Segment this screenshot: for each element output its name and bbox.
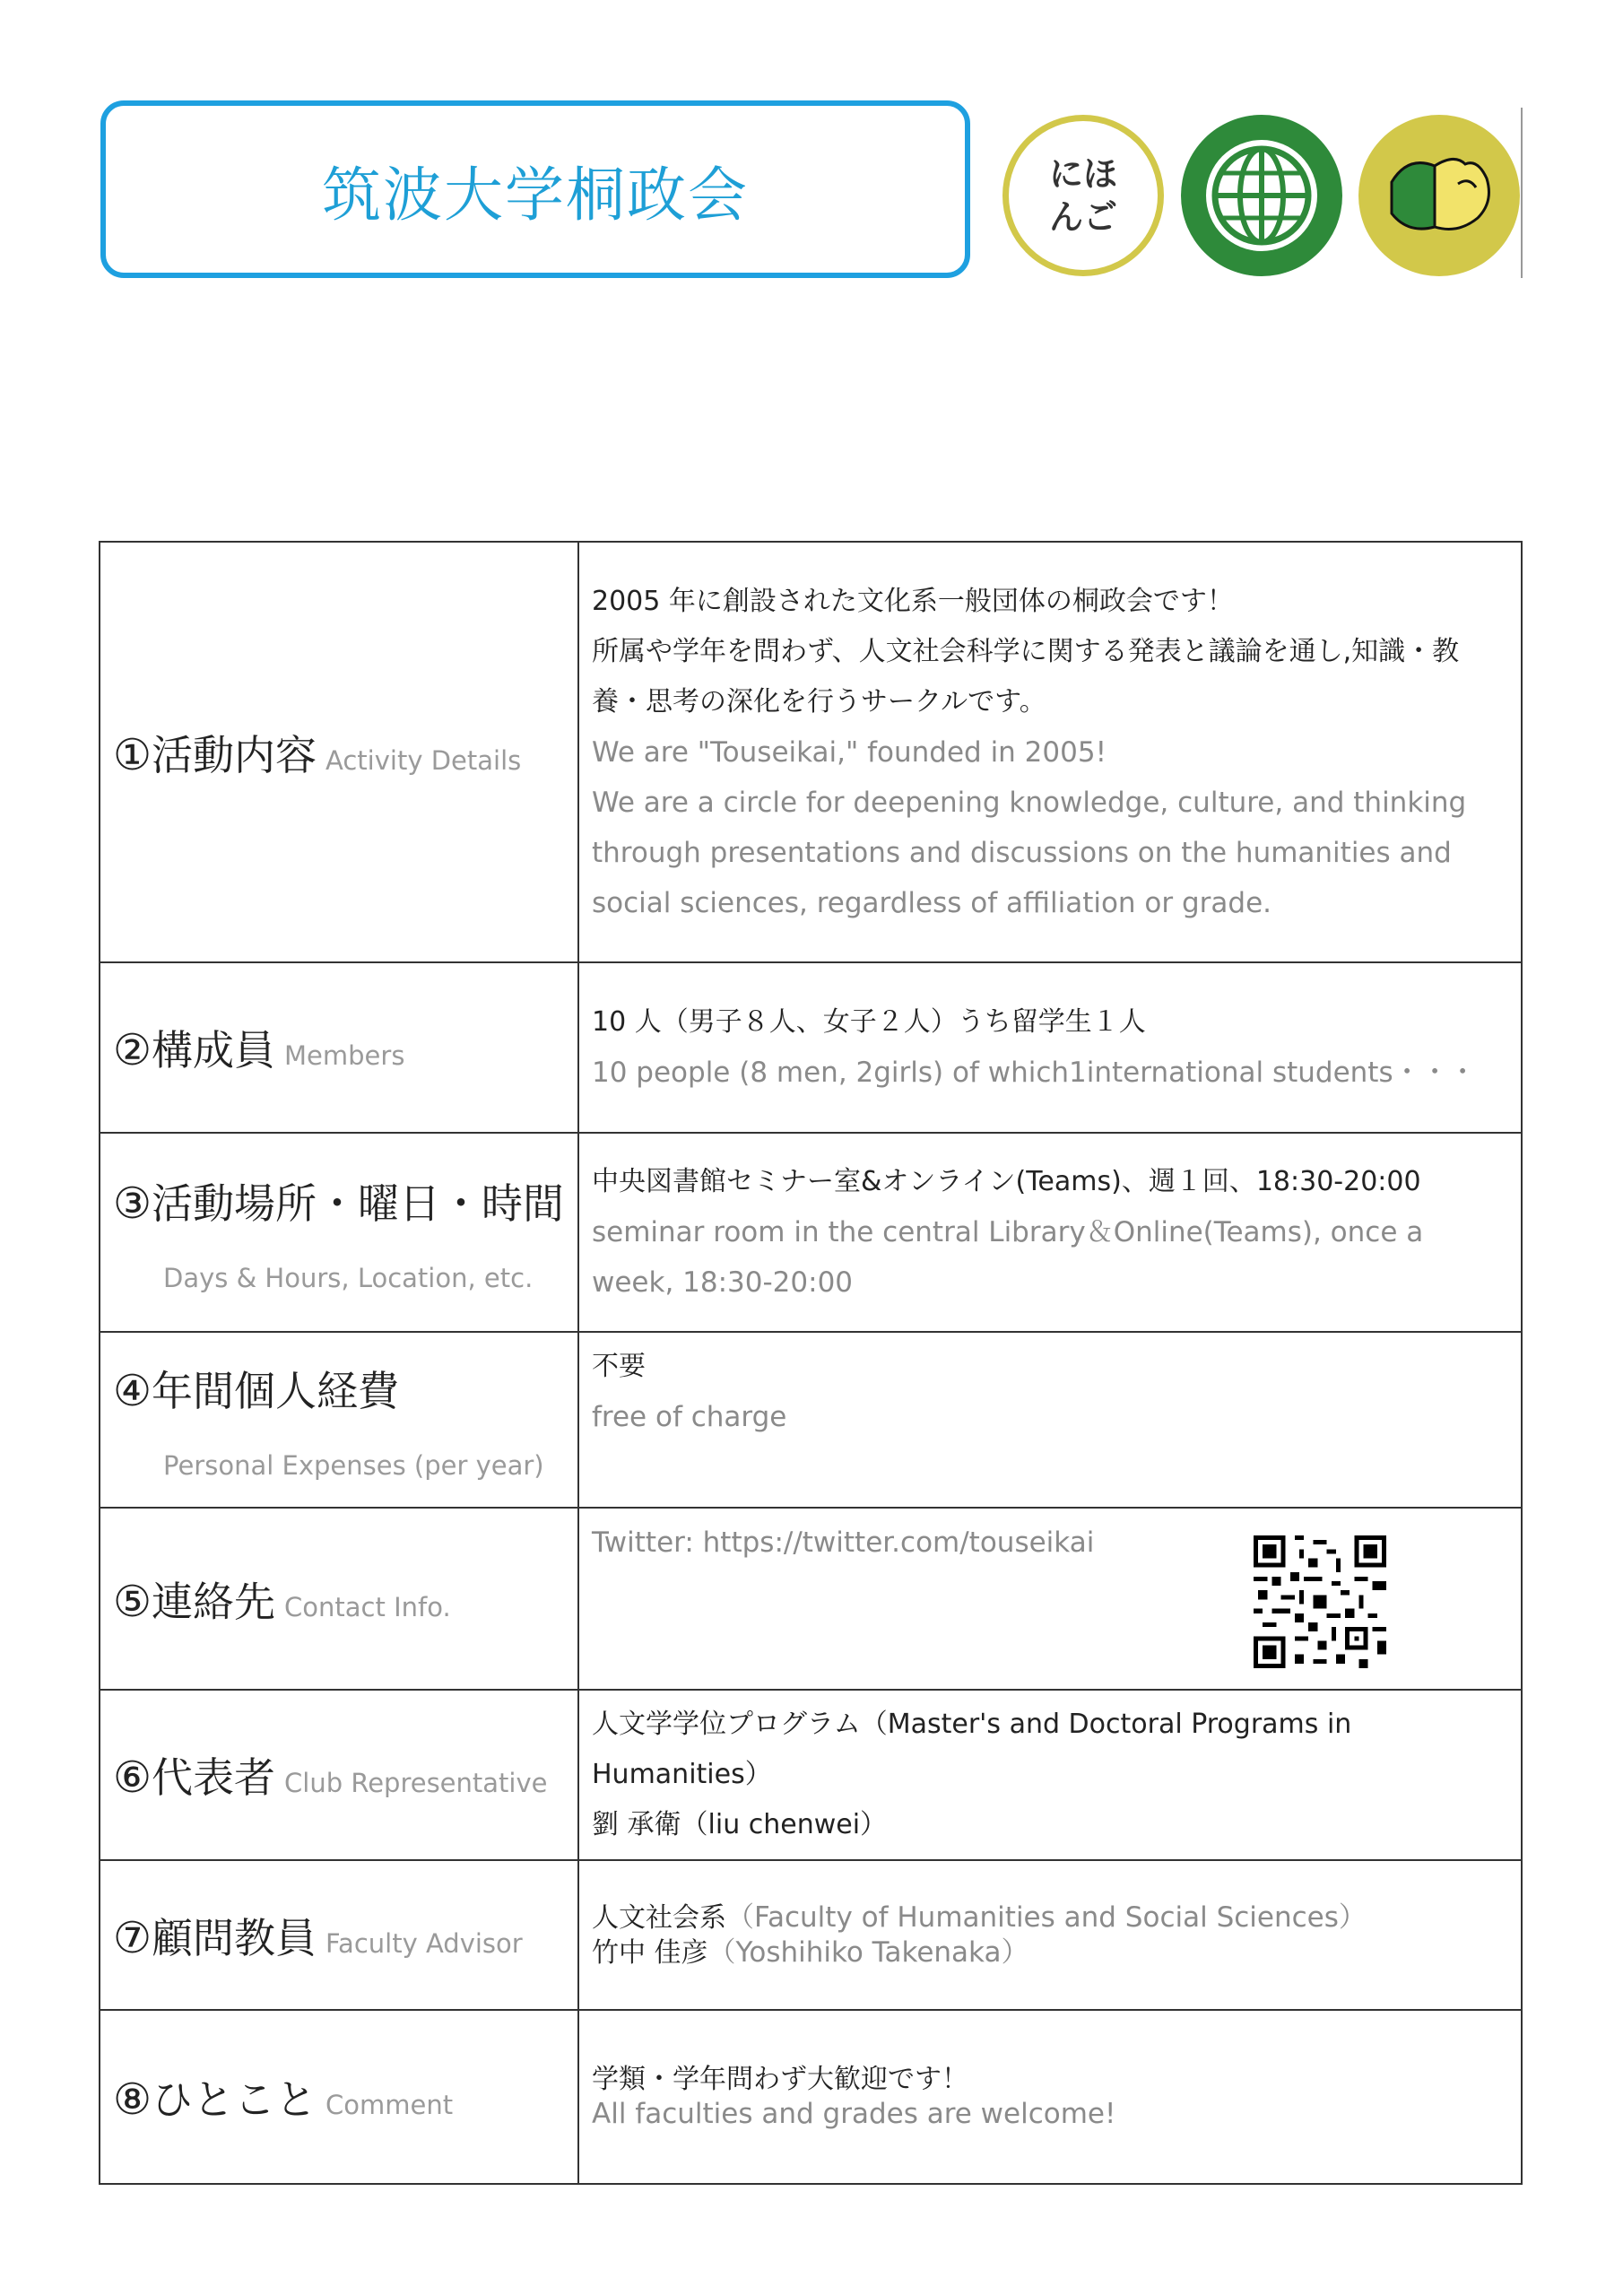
label-en: Club Representative bbox=[284, 1768, 548, 1798]
row-number: ① bbox=[113, 729, 152, 780]
label-cell bbox=[100, 1690, 578, 1860]
info-table bbox=[99, 541, 1523, 2185]
text-line: week, 18:30-20:00 bbox=[592, 1266, 854, 1299]
row-number: ⑦ bbox=[113, 1912, 152, 1963]
table-row bbox=[100, 1690, 1522, 1860]
nihongo-badge-line1: にほ bbox=[1048, 154, 1117, 194]
header-divider bbox=[1521, 108, 1523, 278]
label-ja: 連絡先 bbox=[152, 1577, 276, 1626]
table-row bbox=[100, 962, 1522, 1133]
novice-arm-graphic bbox=[1372, 128, 1506, 263]
text-line: All faculties and grades are welcome! bbox=[592, 2098, 1116, 2130]
text-line: 10 people (8 men, 2girls) of which1international students・・・ bbox=[592, 1057, 1477, 1089]
text-line: 10 人（男子８人、女子２人）うち留学生１人 bbox=[592, 1006, 1146, 1038]
row-number: ③ bbox=[113, 1178, 152, 1229]
label-en: Faculty Advisor bbox=[325, 1927, 523, 1959]
text-line: 人文学学位プログラム（Master's and Doctoral Programs in bbox=[592, 1709, 1352, 1740]
advisor-dept-ja: 人文社会系 bbox=[592, 1901, 726, 1934]
label-cell bbox=[100, 1508, 578, 1690]
twitter-link[interactable]: Twitter: https://twitter.com/touseikai bbox=[592, 1526, 1095, 1559]
text-line: 劉 承衛（liu chenwei） bbox=[592, 1809, 888, 1840]
content-cell bbox=[578, 1860, 1522, 2010]
label-cell bbox=[100, 1133, 578, 1332]
label-ja: ひとこと bbox=[152, 2075, 317, 2124]
label-en: Personal Expenses (per year) bbox=[163, 1450, 544, 1481]
label-en: Activity Details bbox=[325, 744, 522, 776]
row-number: ② bbox=[113, 1025, 152, 1075]
table-row bbox=[100, 1133, 1522, 1332]
row-number: ⑧ bbox=[113, 2074, 152, 2125]
globe-icon-graphic bbox=[1194, 128, 1329, 263]
content-cell bbox=[578, 542, 1522, 962]
text-line: We are "Touseikai," founded in 2005! bbox=[592, 735, 1107, 769]
label-cell bbox=[100, 962, 578, 1133]
label-ja: 構成員 bbox=[152, 1026, 276, 1074]
content-cell bbox=[578, 1133, 1522, 1332]
label-cell bbox=[100, 1332, 578, 1508]
row-number: ⑤ bbox=[113, 1576, 152, 1627]
table-row bbox=[100, 1860, 1522, 2010]
text-line: social sciences, regardless of affiliation or grade. bbox=[592, 886, 1272, 919]
qr-code-icon[interactable] bbox=[1254, 1535, 1386, 1668]
text-line: through presentations and discussions on the humanities and bbox=[592, 836, 1452, 869]
label-en: Contact Info. bbox=[284, 1591, 451, 1622]
text-line bbox=[592, 1900, 1508, 1935]
label-en: Comment bbox=[325, 2090, 454, 2120]
advisor-dept-en: （Faculty of Humanities and Social Sciences） bbox=[726, 1900, 1367, 1934]
text-line: free of charge bbox=[592, 1401, 787, 1433]
content-cell bbox=[578, 1332, 1522, 1508]
text-line bbox=[592, 1935, 1508, 1970]
text-line: We are a circle for deepening knowledge, culture, and thinking bbox=[592, 786, 1467, 819]
label-ja: 顧問教員 bbox=[152, 1913, 317, 1962]
label-ja: 活動場所・曜日・時間 bbox=[152, 1179, 565, 1228]
text-line: 養・思考の深化を行うサークルです。 bbox=[592, 685, 1046, 718]
text-line: 所属や学年を問わず、人文社会科学に関する発表と議論を通し,知識・教 bbox=[592, 635, 1460, 667]
label-cell bbox=[100, 542, 578, 962]
content-cell bbox=[578, 1690, 1522, 1860]
novice-arm-icon bbox=[1358, 115, 1520, 276]
content-cell bbox=[578, 2010, 1522, 2184]
text-line: 学類・学年問わず大歓迎です！ bbox=[592, 2064, 968, 2095]
nihongo-badge bbox=[1002, 115, 1164, 276]
text-line: 中央図書館セミナー室&オンライン(Teams)、週１回、18:30-20:00 bbox=[592, 1166, 1421, 1197]
label-ja: 活動内容 bbox=[152, 730, 317, 779]
title-box bbox=[100, 100, 970, 278]
label-en: Members bbox=[284, 1040, 405, 1071]
advisor-name-en: （Yoshihiko Takenaka） bbox=[707, 1935, 1029, 1969]
label-ja: 代表者 bbox=[152, 1753, 276, 1802]
table-row bbox=[100, 2010, 1522, 2184]
row-number: ⑥ bbox=[113, 1752, 152, 1803]
label-cell bbox=[100, 1860, 578, 2010]
content-cell bbox=[578, 962, 1522, 1133]
advisor-name-ja: 竹中 佳彦 bbox=[592, 1936, 708, 1969]
text-line: seminar room in the central Library＆Online(Teams), once a bbox=[592, 1216, 1424, 1248]
text-line: 不要 bbox=[592, 1351, 646, 1382]
text-line: Humanities） bbox=[592, 1759, 772, 1790]
row-number: ④ bbox=[113, 1366, 152, 1416]
table-row bbox=[100, 542, 1522, 962]
label-en: Days & Hours, Location, etc. bbox=[163, 1263, 534, 1293]
content-cell bbox=[578, 1508, 1522, 1690]
text-line: 2005 年に創設された文化系一般団体の桐政会です！ bbox=[592, 585, 1234, 617]
label-ja: 年間個人経費 bbox=[152, 1367, 400, 1415]
nihongo-badge-line2: んご bbox=[1048, 197, 1117, 237]
table-row bbox=[100, 1508, 1522, 1690]
table-row bbox=[100, 1332, 1522, 1508]
label-cell bbox=[100, 2010, 578, 2184]
page-title: 筑波大学桐政会 bbox=[322, 160, 749, 230]
globe-icon bbox=[1181, 115, 1342, 276]
